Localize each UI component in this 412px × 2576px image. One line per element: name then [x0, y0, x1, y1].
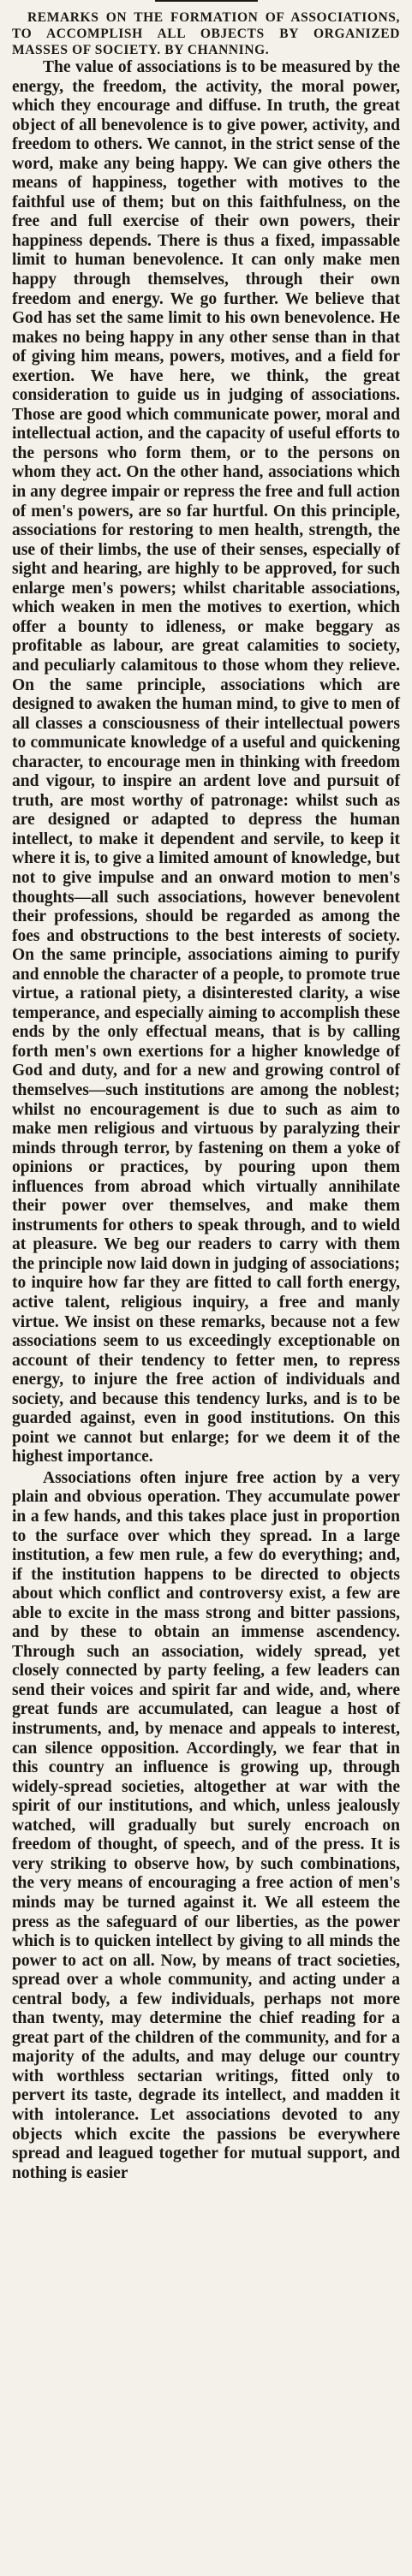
article-title: REMARKS ON THE FORMATION OF ASSOCIATIONS, TO ACCOMPLISH ALL OBJECTS BY ORGANIZED MASSES OF SOCIETY. BY CHANNING. — [12, 10, 400, 57]
top-divider — [155, 0, 258, 9]
article-paragraph-1: The value of associations is to be measured by the energy, the freedom, the activity, the moral power, which they encourage and diffuse. In truth, the great object of all benevolence is to give power, activity, and freedom to others. We cannot, in the strict sense of the word, make any being happy. We can give others the means of happiness, together with motives to the faithful use of them; but on this faithfulness, on the free and full exercise of their own powers, their happiness depends. There is thus a fixed, impassable limit to human benevolence. It can only make men happy through themselves, through their own freedom and energy. We go further. We believe that God has set the same limit to his own benevolence. He makes no being happy in any other sense than in that of giving him means, powers, motives, and a field for exertion. We have here, we think, the great consideration to guide us in judging of associations. Those are good which communicate power, moral and intellectual action, and the capacity of useful efforts to the persons who form them, or to the persons on whom they act. On the other hand, associations which in any degree impair or repress the free and full action of men's powers, are so far hurtful. On this principle, associations for restoring to men health, strength, the use of their limbs, the use of their senses, especially of sight and hearing, are highly to be approved, for such enlarge men's powers; whilst charitable associations, which weaken in men the motives to exertion, which offer a bounty to idleness, or make beggary as profitable as labour, are great calamities to society, and peculiarly calamitous to those whom they relieve. On the same principle, associations which are designed to awaken the human mind, to give to men of all classes a consciousness of their intellectual powers to communicate knowledge of a useful and quickening character, to encourage men in thinking with freedom and vigour, to inspire an ardent love and pursuit of truth, are most worthy of patronage: whilst such as are designed or adapted to depress the human intellect, to make it dependent and servile, to keep it where it is, to give a limited amount of knowledge, but not to give impulse and an onward motion to men's thoughts—all such associations, however benevolent their professions, should be regarded as among the foes and obstructions to the best interests of society. On the same principle, associations aiming to purify and ennoble the character of a people, to promote true virtue, a rational piety, a disinterested clarity, a wise temperance, and especially aiming to accomplish these ends by the only effectual means, that is by calling forth men's own exertions for a higher knowledge of God and duty, and for a new and growing control of themselves—such institutions are among the noblest; whilst no encouragement is due to such as aim to make men religious and virtuous by paralyzing their minds through terror, by fastening on them a yoke of opinions or practices, by pouring upon them influences from abroad which virtually annihilate their power over themselves, and make them instruments for others to speak through, and to wield at pleasure. We beg our readers to carry with them the principle now laid down in judging of associations; to inquire how far they are fitted to call forth energy, active talent, religious inquiry, a free and manly virtue. We insist on these remarks, because not a few associations seem to us exceedingly exceptionable on account of their tendency to fetter men, to repress energy, to injure the free action of individuals and society, and because this tendency lurks, and is to be guarded against, even in good institutions. On this point we cannot but enlarge; for we deem it of the highest importance. — [12, 58, 400, 1466]
article-paragraph-2: Associations often injure free action by a very plain and obvious operation. They accumulate power in a few hands, and this takes place just in proportion to the surface over which they spread. In a large institution, a few men rule, a few do everything; and, if the institution happens to be directed to objects about which conflict and controversy exist, a few are able to excite in the mass strong and bitter passions, and by these to obtain an immense ascendency. Through such an association, widely spread, yet closely connected by party feeling, a few leaders can send their voices and spirit far and wide, and, where great funds are accumulated, can league a host of instruments, and, by menace and appeals to interest, can silence opposition. Accordingly, we fear that in this country an influence is growing up, through widely-spread societies, altogether at war with the spirit of our institutions, and which, unless jealously watched, will gradually but surely encroach on freedom of thought, of speech, and of the press. It is very striking to observe how, by such combinations, the very means of encouraging a free action of men's minds may be turned against it. We all esteem the press as the safeguard of our liberties, as the power which is to quicken intellect by giving to all minds the power to act on all. Now, by means of tract societies, spread over a whole community, and acting under a central body, a few individuals, perhaps not more than twenty, may determine the chief reading for a great part of the children of the community, and for a majority of the adults, and may deluge our country with worthless sectarian writings, fitted only to pervert its taste, degrade its intellect, and madden it with intolerance. Let associations devoted to any objects which excite the passions be everywhere spread and leagued together for mutual support, and nothing is easier — [12, 1468, 400, 2182]
